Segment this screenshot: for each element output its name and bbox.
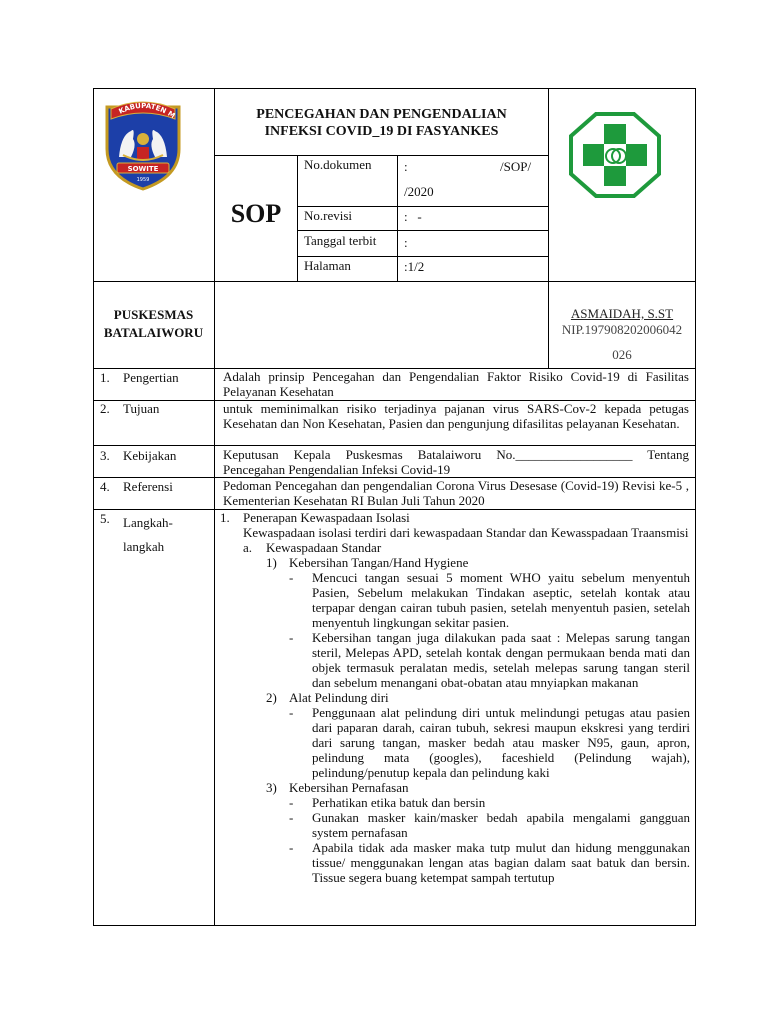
item-2-title: Alat Pelindung diri [289, 690, 389, 705]
row-label-pengertian: Pengertian [123, 370, 179, 385]
meta-value-nodokumen-year: /2020 [404, 184, 434, 199]
bullet-text: Penggunaan alat pelindung diri untuk melindungi petugas atau pasien dari paparan darah, cairan tubuh, sekresi maupun ekskresi yang terdiri dari sarung tangan, masker bedah atau masker N95, gaun, apron, pelindung mata (googles), faceshield (Pelindung wajah), pelindung/penutup kepala dan pelindung kaki [312, 705, 690, 780]
step-1-heading [220, 510, 690, 525]
signer-block [549, 306, 695, 362]
step-a-title: Kewaspadaan Standar [266, 540, 382, 555]
item-2-heading [220, 690, 690, 705]
row-num-langkah: 5. [100, 511, 110, 526]
bullet-text: Gunakan masker kain/masker bedah apabila mengalami gangguan system pernafasan [312, 810, 690, 840]
item-3-number: 3) [266, 780, 277, 795]
item-3-heading [220, 780, 690, 795]
bullet-text: Perhatikan etika batuk dan bersin [312, 795, 486, 810]
kabupaten-muna-logo [103, 97, 183, 191]
svg-text:KABUPATEN MUNA: KABUPATEN M [117, 101, 177, 121]
bullet-text: Kebersihan tangan juga dilakukan pada saat : Melepas sarung tangan steril, Melepas APD, setelah kontak dengan permukaan benda mati dan objek termasuk peralatan medis, setelah melepas sarung tangan steril dan sebelum menangani obat-obatan atau mnyiapkan makanan [312, 630, 690, 690]
bullet-text: Apabila tidak ada masker maka tutp mulut dan hidung menggunakan tissue/ menggunakan lengan atas bagian dalam saat batuk dan bersin. Tissue segera buang ketempat sampah tertutup [312, 840, 690, 885]
meta-value-nodokumen-colon: : [404, 159, 408, 174]
item-1-bullet-2 [220, 630, 690, 690]
row-text-kebijakan: Keputusan Kepala Puskesmas Batalaiworu No.__________________ Tentang Pencegahan Pengendalian Infeksi Covid-19 [223, 447, 689, 477]
row-text-referensi: Pedoman Pencegahan dan pengendalian Corona Virus Desesase (Covid-19) Revisi ke-5 , Kementerian Kesehatan RI Bulan Juli Tahun 2020 [223, 478, 689, 508]
meta-label-halaman: Halaman [304, 258, 351, 273]
meta-label-norevisi: No.revisi [304, 208, 353, 223]
dash-marker: - [289, 795, 294, 810]
step-a-number: a. [243, 540, 253, 555]
item-1-number: 1) [266, 555, 277, 570]
row-label-langkah-line1: Langkah- [123, 515, 173, 530]
dash-marker: - [289, 630, 294, 645]
dash-marker: - [289, 705, 294, 720]
item-1-title: Kebersihan Tangan/Hand Hygiene [289, 555, 469, 570]
document-title-line1: PENCEGAHAN DAN PENGENDALIAN [256, 107, 507, 122]
dash-marker: - [289, 570, 294, 585]
row-num-tujuan: 2. [100, 401, 110, 416]
row-text-tujuan: untuk meminimalkan risiko terjadinya pajanan virus SARS-Cov-2 kepada petugas Kesehatan dan Non Kesehatan, Pasien dan pengunjung difasilitas pelayanan Kesehatan. [223, 401, 689, 431]
item-3-bullet-1 [220, 795, 690, 810]
svg-text:SOWITE: SOWITE [127, 165, 159, 173]
row-label-referensi: Referensi [123, 479, 173, 494]
document-title-line2: INFEKSI COVID_19 DI FASYANKES [264, 124, 499, 139]
item-3-bullet-3 [220, 840, 690, 885]
meta-value-norevisi: : - [404, 209, 422, 224]
row-num-kebijakan: 3. [100, 448, 110, 463]
item-1-bullet-1 [220, 570, 690, 630]
meta-value-halaman: :1/2 [404, 259, 425, 274]
bullet-text: Mencuci tangan sesuai 5 moment WHO yaitu sebelum menyentuh Pasien, Sebelum melakukan Tindakan aseptic, setelah kontak atau terpapar dengan cairan tubuh pasien, setelah menyentuh pasien, setelah menyentuh lingkungan sekitar pasien. [312, 570, 690, 630]
item-2-bullet-1 [220, 705, 690, 780]
dash-marker: - [289, 810, 294, 825]
document-title [215, 106, 548, 140]
svg-text:1959: 1959 [136, 177, 150, 183]
signer-nip-line2: 026 [612, 347, 632, 362]
row-label-langkah [123, 511, 173, 559]
item-3-bullet-2 [220, 810, 690, 840]
item-2-number: 2) [266, 690, 277, 705]
meta-label-tanggal-terbit: Tanggal terbit [304, 233, 377, 248]
step-1-title: Penerapan Kewaspadaan Isolasi [243, 510, 410, 525]
row-label-kebijakan: Kebijakan [123, 448, 177, 463]
row-num-pengertian: 1. [100, 370, 110, 385]
sop-label: SOP [230, 199, 282, 228]
meta-value-tanggal-terbit: : [404, 235, 408, 250]
health-cross-icon [569, 112, 661, 198]
signer-name: ASMAIDAH, S.ST [570, 306, 674, 321]
step-1-number: 1. [220, 510, 230, 525]
dash-marker: - [289, 840, 294, 855]
item-1-heading [220, 555, 690, 570]
signer-nip-line1: NIP.197908202006042 [561, 322, 683, 337]
org-name-line2: BATALAIWORU [103, 325, 204, 340]
item-3-title: Kebersihan Pernafasan [289, 780, 409, 795]
org-name [93, 306, 214, 342]
row-num-referensi: 4. [100, 479, 110, 494]
org-name-line1: PUSKESMAS [113, 307, 194, 322]
meta-value-nodokumen-sop: /SOP/ [500, 159, 532, 174]
row-text-pengertian: Adalah prinsip Pencegahan dan Pengendalian Faktor Risiko Covid-19 di Fasilitas Pelayanan Kesehatan [223, 369, 689, 399]
step-a-heading [220, 540, 690, 555]
step-1-description: Kewaspadaan isolasi terdiri dari kewaspadaan Standar dan Kewasspadaan Traansmisi [243, 525, 689, 540]
row-label-tujuan: Tujuan [123, 401, 160, 416]
row-label-langkah-line2: langkah [123, 539, 165, 554]
meta-label-nodokumen: No.dokumen [304, 157, 372, 172]
steps-content [220, 510, 690, 885]
